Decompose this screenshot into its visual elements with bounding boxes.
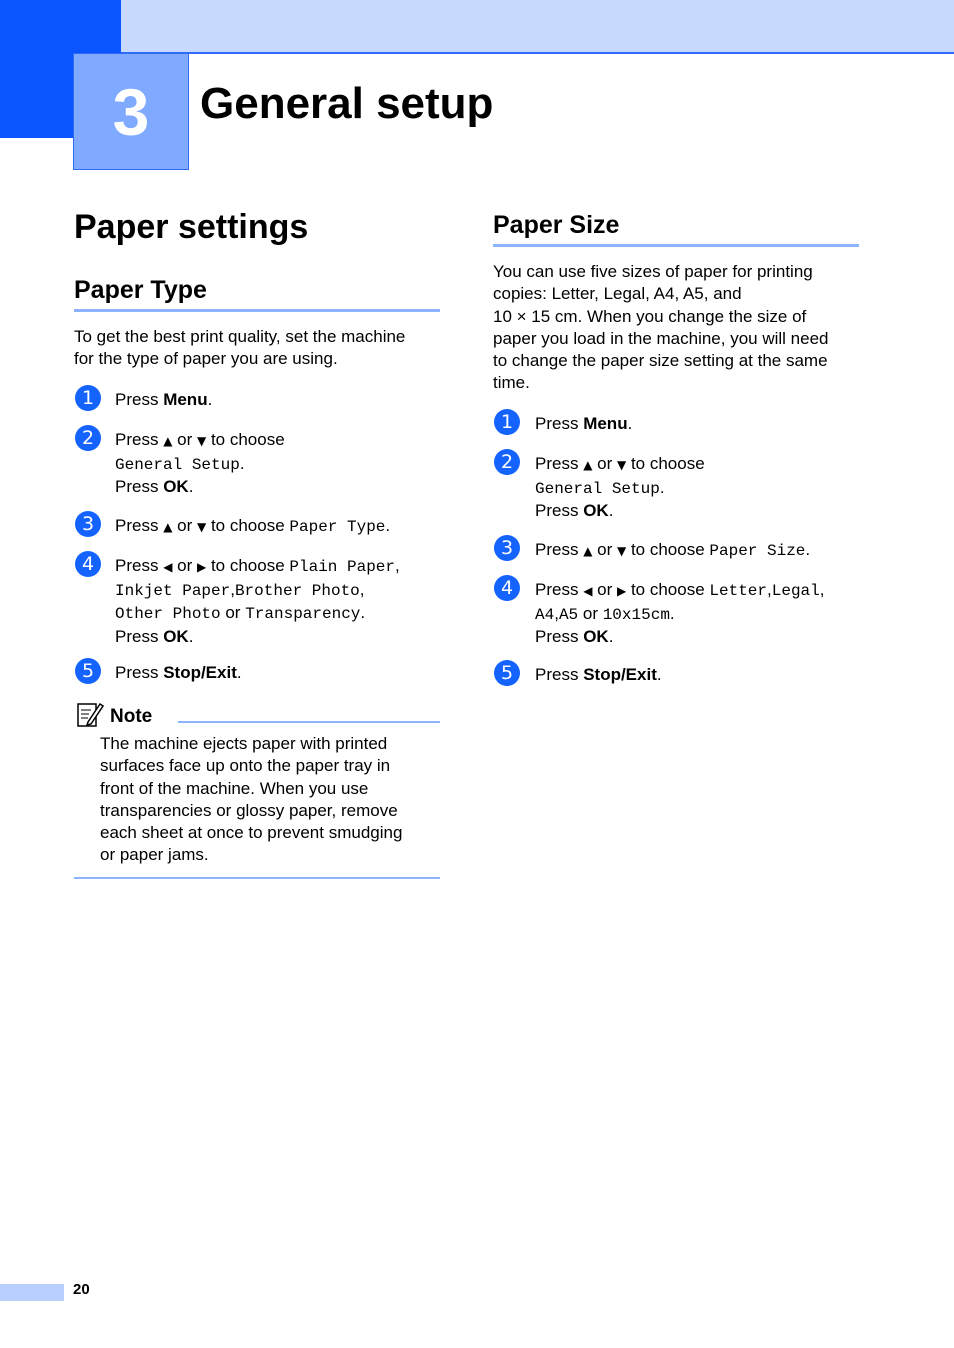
- up-arrow-icon: ▲: [163, 520, 173, 534]
- paper-size-step-5: Press Stop/Exit.: [535, 665, 662, 684]
- up-arrow-icon: ▲: [583, 544, 593, 558]
- header-band: [121, 0, 954, 54]
- note-title: Note: [110, 706, 153, 727]
- paper-size-intro: You can use five sizes of paper for printing copies: Letter, Legal, A4, A5, and 10 × 15 cm. When you change the size of paper you load in the machine, you will need to change the paper size setting at the same time.: [493, 262, 829, 393]
- up-arrow-icon: ▲: [163, 434, 173, 448]
- paper-size-step-4: Press ◀ or ▶ to choose Letter,Legal, A4,A5 or 10x15cm. Press OK.: [535, 580, 825, 646]
- step-number-1: 1: [494, 409, 520, 435]
- footer-bar: [0, 1284, 64, 1301]
- step-number-2: 2: [75, 425, 101, 451]
- step-number-1: 1: [75, 385, 101, 411]
- step-number-3: 3: [494, 535, 520, 561]
- paper-type-step-3: Press ▲ or ▼ to choose Paper Type.: [115, 516, 391, 536]
- paper-size-step-2: Press ▲ or ▼ to choose General Setup. Press OK.: [535, 454, 705, 520]
- page-number: 20: [73, 1281, 90, 1298]
- note-bottom-rule: [74, 877, 440, 879]
- down-arrow-icon: ▼: [196, 520, 207, 534]
- left-arrow-icon: ◀: [583, 584, 593, 598]
- up-arrow-icon: ▲: [583, 458, 593, 472]
- right-arrow-icon: ▶: [616, 584, 627, 598]
- paper-type-rule: [74, 309, 440, 312]
- step-number-4: 4: [494, 575, 520, 601]
- paper-size-step-3: Press ▲ or ▼ to choose Paper Size.: [535, 540, 811, 560]
- step-number-5: 5: [75, 658, 101, 684]
- down-arrow-icon: ▼: [616, 544, 627, 558]
- note-body: The machine ejects paper with printed surfaces face up onto the paper tray in front of the machine. When you use transparencies or glossy paper, remove each sheet at once to prevent smudging or paper jams.: [100, 734, 403, 865]
- right-arrow-icon: ▶: [196, 560, 207, 574]
- paper-type-step-4: Press ◀ or ▶ to choose Plain Paper, Inkjet Paper,Brother Photo, Other Photo or Transparency. Press OK.: [115, 556, 400, 646]
- paper-size-heading: Paper Size: [493, 211, 620, 239]
- section-title: Paper settings: [74, 208, 309, 246]
- paper-type-heading: Paper Type: [74, 276, 207, 304]
- paper-type-step-2: Press ▲ or ▼ to choose General Setup. Press OK.: [115, 430, 285, 496]
- chapter-number: 3: [112, 74, 150, 149]
- paper-size-rule: [493, 244, 859, 247]
- paper-type-step-1: Press Menu.: [115, 390, 213, 409]
- chapter-title: General setup: [200, 79, 494, 128]
- left-arrow-icon: ◀: [163, 560, 173, 574]
- step-number-2: 2: [494, 449, 520, 475]
- note-pencil-icon: [76, 700, 104, 728]
- paper-type-step-5: Press Stop/Exit.: [115, 663, 242, 682]
- down-arrow-icon: ▼: [616, 458, 627, 472]
- paper-size-step-1: Press Menu.: [535, 414, 633, 433]
- step-number-5: 5: [494, 660, 520, 686]
- note-top-rule: [178, 721, 440, 723]
- down-arrow-icon: ▼: [196, 434, 207, 448]
- step-number-4: 4: [75, 551, 101, 577]
- chapter-number-box: [73, 53, 189, 170]
- paper-type-intro: To get the best print quality, set the machine for the type of paper you are using.: [74, 327, 406, 369]
- step-number-3: 3: [75, 511, 101, 537]
